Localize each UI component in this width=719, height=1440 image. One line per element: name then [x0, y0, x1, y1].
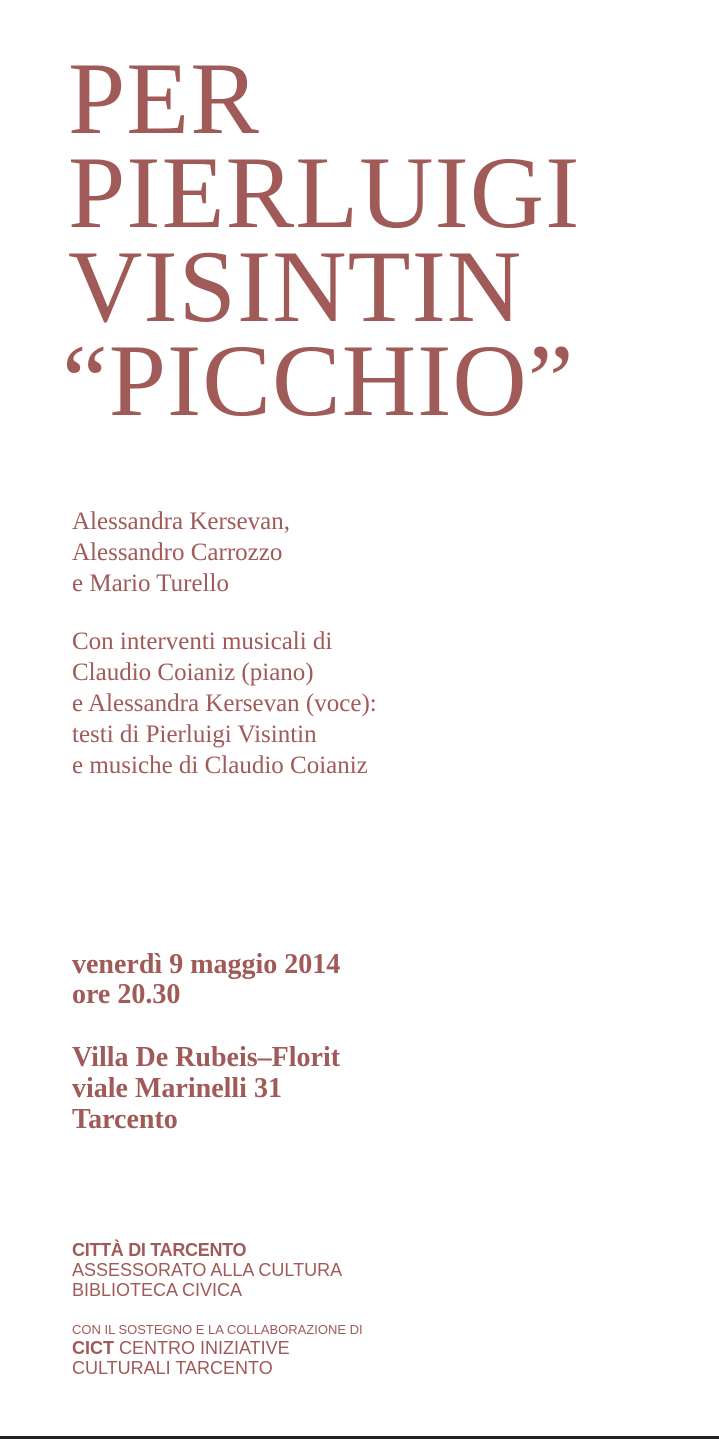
event-location	[72, 1042, 340, 1135]
support-abbr: CICT	[72, 1338, 114, 1358]
title-line: PER	[68, 42, 260, 156]
author-line: Alessandra Kersevan,	[72, 508, 290, 535]
credit-line: e musiche di Claudio Coianiz	[72, 752, 368, 779]
event-city: Tarcento	[72, 1104, 178, 1135]
credits-block	[72, 626, 377, 781]
organizer-block	[72, 1240, 342, 1300]
credit-line: Con interventi musicali di	[72, 628, 333, 655]
organizer-library: BIBLIOTECA CIVICA	[72, 1280, 243, 1300]
event-venue: Villa De Rubeis–Florit	[72, 1042, 341, 1073]
event-date: venerdì 9 maggio 2014	[72, 949, 341, 980]
title-line: VISINTIN	[68, 230, 523, 344]
bottom-divider	[0, 1436, 719, 1439]
event-time: ore 20.30	[72, 979, 181, 1010]
event-datetime	[72, 950, 340, 1010]
organizer-dept: ASSESSORATO ALLA CULTURA	[72, 1260, 343, 1280]
support-block	[72, 1322, 363, 1378]
support-name-line	[72, 1338, 363, 1358]
poster-title	[62, 42, 581, 438]
authors-block	[72, 506, 290, 599]
support-name-2: CULTURALI TARCENTO	[72, 1358, 273, 1378]
support-name-1: CENTRO INIZIATIVE	[119, 1338, 290, 1358]
title-line: “PICCHIO”	[62, 324, 575, 438]
support-intro: CON IL SOSTEGNO E LA COLLABORAZIONE DI	[72, 1322, 363, 1337]
title-line: PIERLUIGI	[68, 136, 581, 250]
credit-line: e Alessandra Kersevan (voce):	[72, 690, 377, 717]
organizer-name: CITTÀ DI TARCENTO	[72, 1240, 247, 1260]
author-line: Alessandro Carrozzo	[72, 539, 283, 566]
credit-line: Claudio Coianiz (piano)	[72, 659, 314, 686]
event-address: viale Marinelli 31	[72, 1073, 282, 1104]
author-line: e Mario Turello	[72, 570, 229, 597]
credit-line: testi di Pierluigi Visintin	[72, 721, 317, 748]
